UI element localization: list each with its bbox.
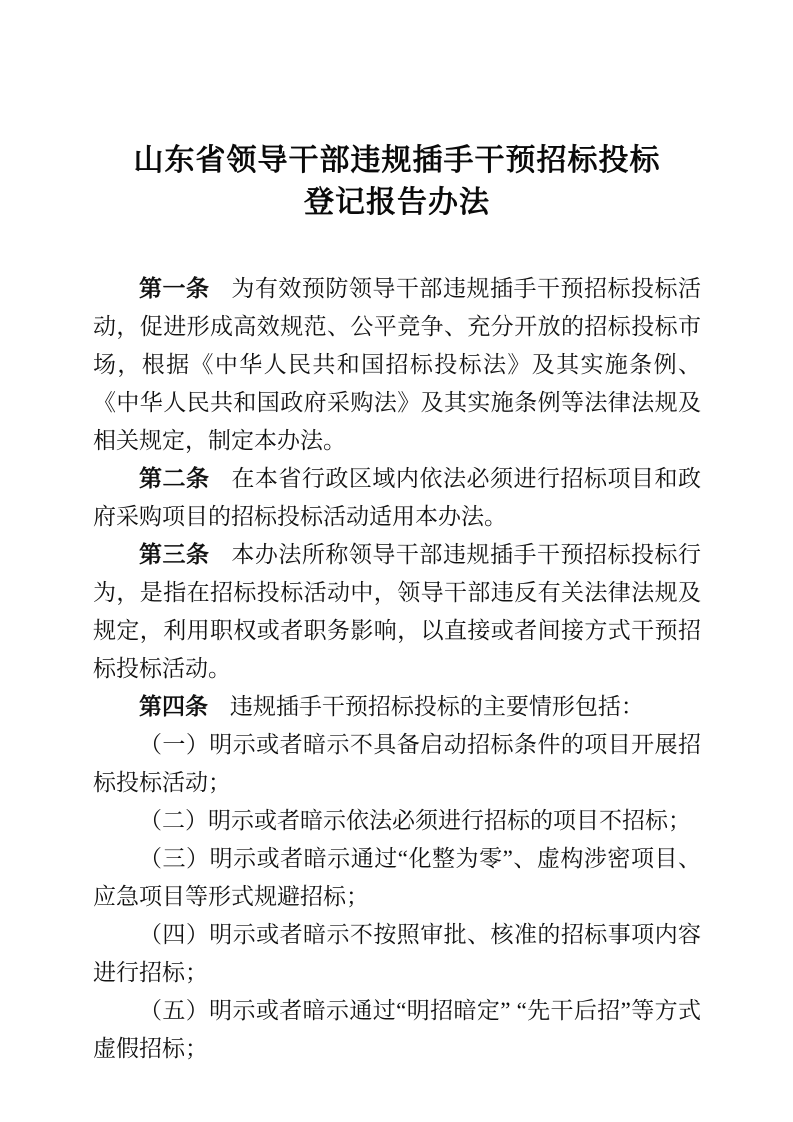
article-1-label: 第一条 xyxy=(139,276,210,301)
article-3-text: 本办法所称领导干部违规插手干预招标投标行为，是指在招标投标活动中，领导干部违反有关法律法规及规定，利用职权或者职务影响，以直接或者间接方式干预招标投标活动。 xyxy=(93,542,702,681)
article-4-paragraph xyxy=(93,688,701,726)
article-3-label: 第三条 xyxy=(139,542,210,567)
article-1-text: 为有效预防领导干部违规插手干预招标投标活动，促进形成高效规范、公平竞争、充分开放的招标投标市场，根据《中华人民共和国招标投标法》及其实施条例、《中华人民共和国政府采购法》及其实施条例等法律法规及相关规定，制定本办法。 xyxy=(93,276,702,453)
document-body xyxy=(93,270,701,1068)
document-content xyxy=(93,140,701,1068)
article-1-paragraph xyxy=(93,270,701,460)
list-item-5 xyxy=(93,992,701,1068)
list-item-1-text: （一）明示或者暗示不具备启动招标条件的项目开展招标投标活动； xyxy=(93,732,701,795)
article-2-text: 在本省行政区域内依法必须进行招标项目和政府采购项目的招标投标活动适用本办法。 xyxy=(93,466,702,529)
list-item-2 xyxy=(93,802,701,840)
article-4-label: 第四条 xyxy=(139,694,208,719)
list-item-4-text: （四）明示或者暗示不按照审批、核准的招标事项内容进行招标； xyxy=(93,922,701,985)
list-item-5-text: （五）明示或者暗示通过“明招暗定” “先干后招”等方式虚假招标； xyxy=(93,998,701,1061)
list-item-4 xyxy=(93,916,701,992)
list-item-3-text: （三）明示或者暗示通过“化整为零”、虚构涉密项目、应急项目等形式规避招标； xyxy=(93,846,701,909)
document-title xyxy=(93,140,701,224)
list-item-1 xyxy=(93,726,701,802)
article-3-paragraph xyxy=(93,536,701,688)
article-2-label: 第二条 xyxy=(139,466,210,491)
article-4-text: 违规插手干预招标投标的主要情形包括： xyxy=(229,694,644,719)
list-item-3 xyxy=(93,840,701,916)
list-item-2-text: （二）明示或者暗示依法必须进行招标的项目不招标； xyxy=(139,808,691,833)
article-2-paragraph xyxy=(93,460,701,536)
document-title-line-1: 山东省领导干部违规插手干预招标投标 xyxy=(133,144,661,177)
document-title-line-2: 登记报告办法 xyxy=(304,186,490,219)
